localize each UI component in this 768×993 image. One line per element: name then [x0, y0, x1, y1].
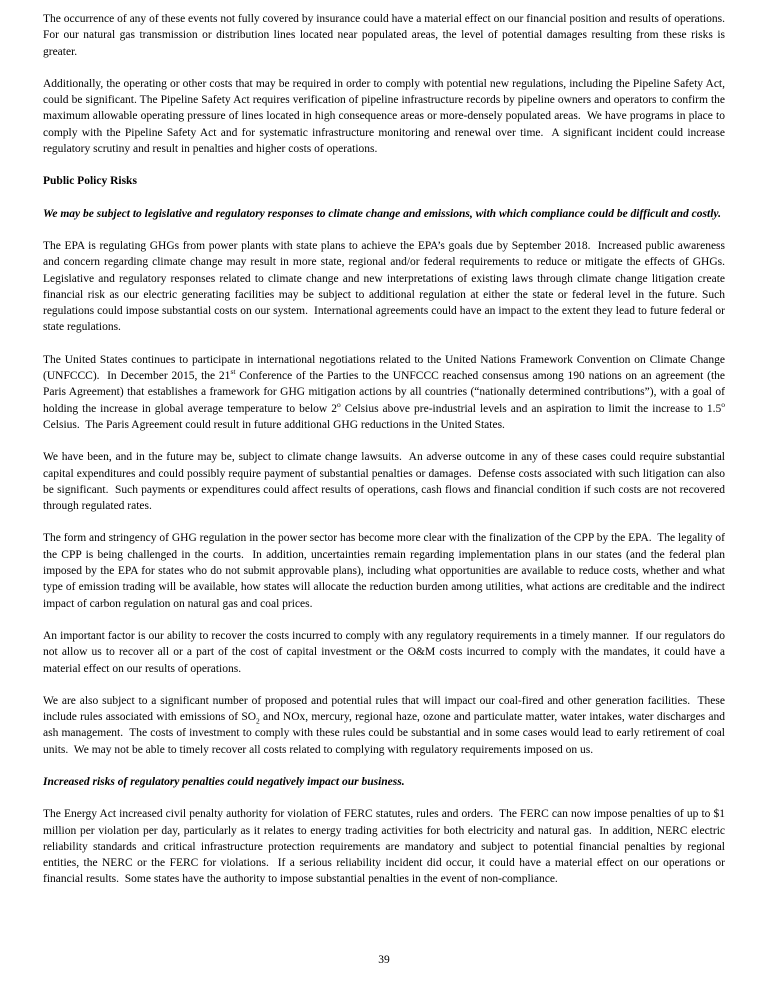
paragraph-cost-recovery-text: An important factor is our ability to recover the costs incurred to comply with any regulatory requirements in a timely manner. If our regulators do not allow us to recover all or a part of the cost of capital investment or the O&M costs incurred to comply with the mandates, it could have a material effect on our results of operations. [43, 629, 728, 675]
paragraph-cost-recovery [43, 628, 728, 677]
paragraph-unfccc-paris-agreement-text: The United States continues to participate in international negotiations related to the United Nations Framework Convention on Climate Change (UNFCCC). In December 2015, the 21 [43, 353, 728, 383]
paragraph-unfccc-paris-agreement-text: Conference of the Parties to the UNFCCC reached consensus among 190 nations on an agreement (the Paris Agreement) that establishes a framework for GHG mitigation actions by all countries (“nationally determined contributions”), with a goal of holding the increase in global average temperature to below 2 [43, 370, 728, 415]
regulatory-penalties-risk-heading-text: Increased risks of regulatory penalties could negatively impact our business. [43, 775, 405, 788]
paragraph-pipeline-safety-act [43, 76, 728, 157]
paragraph-unfccc-paris-agreement-text: Celsius above pre-industrial levels and an aspiration to limit the increase to 1.5 [340, 402, 722, 415]
paragraph-ferc-penalties-text: The Energy Act increased civil penalty authority for violation of FERC statutes, rules and orders. The FERC can now impose penalties of up to $1 million per violation per day, particularly as it relates to energy trading activities for both electricity and natural gas. In addition, NERC electric reliability standards and critical infrastructure protection requirements are mandatory and subject to potential financial penalties by regional entities, the NERC or the FERC for violations. If a serious reliability incident did occur, it could have a material effect on our operations or financial results. Some states have the authority to impose substantial penalties in the event of non-compliance. [43, 808, 728, 886]
paragraph-unfccc-paris-agreement-text: st [230, 367, 236, 377]
paragraph-climate-change-lawsuits-text: We have been, and in the future may be, subject to climate change lawsuits. An adverse outcome in any of these cases could require substantial capital expenditures and could possibly require payment of substantial penalties or damages. Defense costs associated with such litigation can also be significant. Such payments or expenditures could affect results of operations, cash flows and financial condition if such costs are not recovered through regulated rates. [43, 451, 728, 513]
page-number: 39 [378, 954, 390, 966]
public-policy-risks-heading-text: Public Policy Risks [43, 175, 137, 188]
paragraph-emissions-rules-text: We are also subject to a significant number of proposed and potential rules that will impact our coal-fired and other generation facilities. These include rules associated with emissions of SO [43, 694, 728, 724]
paragraph-ferc-penalties [43, 806, 728, 887]
paragraph-pipeline-safety-act-text: Additionally, the operating or other costs that may be required in order to comply with potential new regulations, including the Pipeline Safety Act, could be significant. The Pipeline Safety Act requires verification of pipeline infrastructure records by pipeline owners and operators to confirm the maximum allowable operating pressure of lines located in high consequence areas or more-densely populated areas. We have programs in place to comply with the Pipeline Safety Act and for systematic infrastructure monitoring and renewal over time. A significant incident could increase regulatory scrutiny and result in penalties and higher costs of operations. [43, 77, 728, 156]
document-body [43, 11, 731, 888]
paragraph-unfccc-paris-agreement-text: o [721, 399, 725, 409]
paragraph-emissions-rules-text: and NOx, mercury, regional haze, ozone and particulate matter, water intakes, water discharges and ash management. The costs of investment to comply with these rules could be substantial and in some cases would lead to early retirement of coal units. We may not be able to timely recover all costs related to complying with regulatory requirements imposed on us. [43, 711, 728, 756]
paragraph-emissions-rules-text: 2 [256, 716, 260, 726]
paragraph-cpp-regulation-text: The form and stringency of GHG regulation in the power sector has become more clear with the finalization of the CPP by the EPA. The legality of the CPP is being challenged in the courts. In addition, uncertainties remain regarding implementation plans in our states (and the federal plan imposed by the EPA for states who do not submit approvable plans), including what opportunities are available to reduce costs, whether and what type of emission trading will be available, how states will allocate the reduction burden among utilities, what actions are creditable and the indirect impact of carbon regulation on natural gas and coal prices. [43, 532, 728, 610]
climate-change-risk-heading [43, 206, 725, 222]
paragraph-insurance-coverage-text: The occurrence of any of these events not fully covered by insurance could have a material effect on our financial position and results of operations. For our natural gas transmission or distribution lines located near populated areas, the level of potential damages resulting from these risks is greater. [43, 13, 731, 58]
paragraph-unfccc-paris-agreement [43, 352, 728, 433]
paragraph-unfccc-paris-agreement-text: o [336, 399, 341, 409]
regulatory-penalties-risk-heading [43, 774, 725, 790]
public-policy-risks-heading [43, 173, 725, 189]
paragraph-emissions-rules [43, 693, 728, 758]
paragraph-cpp-regulation [43, 530, 728, 611]
paragraph-unfccc-paris-agreement-text: Celsius. The Paris Agreement could result in future additional GHG reductions in the United States. [43, 402, 728, 431]
climate-change-risk-heading-text: We may be subject to legislative and regulatory responses to climate change and emissions, with which compliance could be difficult and costly. [43, 207, 721, 220]
paragraph-climate-change-lawsuits [43, 449, 728, 514]
paragraph-epa-ghg-regulation-text: The EPA is regulating GHGs from power plants with state plans to achieve the EPA’s goals due by September 2018. Increased public awareness and concern regarding climate change may result in more state, regional and/or federal requirements to reduce or mitigate the effects of GHGs. Legislative and regulatory responses related to climate change and new interpretations of existing laws through climate change litigation create financial risk as our electric generating facilities may be subject to additional regulation at either the state or federal level in the future. Such regulations could impose substantial costs on our system. International agreements could have an impact to the extent they lead to future federal or state regulations. [43, 239, 731, 334]
paragraph-epa-ghg-regulation [43, 238, 731, 336]
paragraph-insurance-coverage [43, 11, 731, 60]
